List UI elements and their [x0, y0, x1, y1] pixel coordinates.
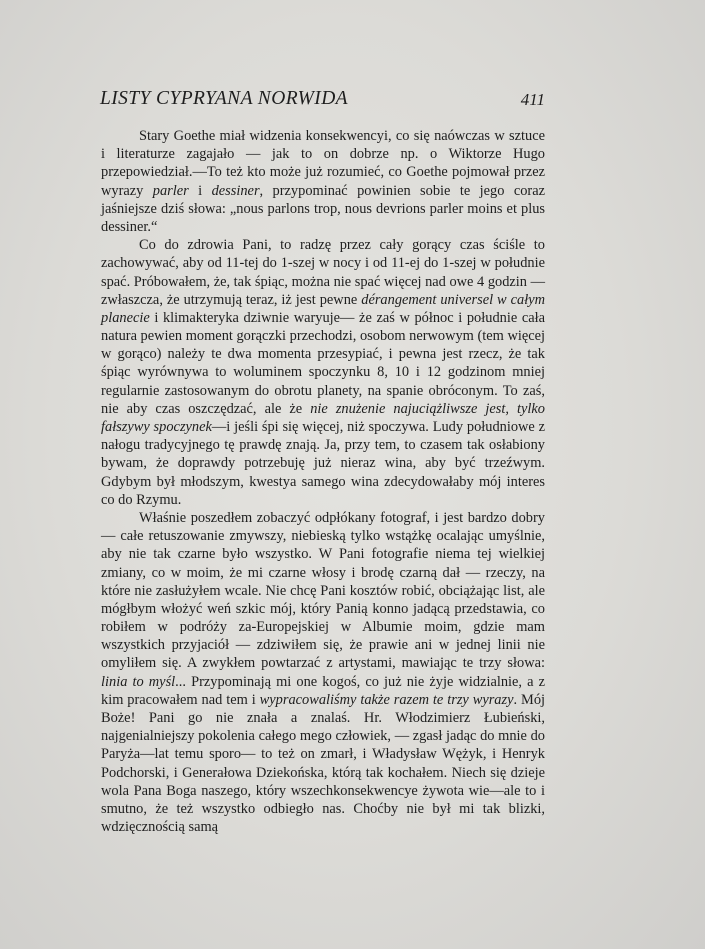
page-number: 411 — [520, 90, 545, 109]
text-segment: —i jeśli śpi się więcej, niż spoczywa. Ludy południowe z nałogu tradycyjnego tę prawdę znają. Ja, przy tem, to czasem tak osłabiony bywam, że doprawdy potrzebuję już nieraz wina, aby być trzeźwym. Gdybym był młodszym, kwestya samego wina zdecydowałaby mój interes co do Rzymu. — [101, 419, 546, 508]
italic-phrase: dérangement universel w całym planecie — [101, 291, 545, 326]
text-segment: Co do zdrowia Pani, to radzę przez cały gorący czas ściśle to zachowywać, aby od 11-tej do 1-szej w nocy i od 11-ej do 1-szej w południe spać. Próbowałem, że, tak śpiąc, można nie spać więcej nad owe 4 godzin — zwłaszcza, że utrzymują teraz, iż jest pewne — [101, 237, 545, 308]
italic-phrase: parler — [152, 182, 189, 199]
text-segment: Stary Goethe miał widzenia konsekwencyi, co się naówczas w sztuce i literaturze zagajało — jak to on dobrze np. o Wiktorze Hugo przepowiedział.—To też kto może już rozumieć, co Goethe pojmował przez wyrazy — [101, 128, 545, 199]
page-header — [100, 88, 545, 118]
italic-phrase: linia to myśl — [101, 673, 176, 690]
text-segment: Właśnie poszedłem zobaczyć odpłókany fotograf, i jest bardzo dobry — całe retuszowanie zmywszy, niebieską tylko wstążkę ocalając umyślnie, aby nie tak czarne było wszystko. W Pani fotografie niema tej wielkiej zmiany, co w moim, że mi czarne włosy i brodę czarną dał — rzeczy, na które nie zasłużyłem wcale. Nie chcę Pani kosztów robić, obciążając list, ale mógłbym włożyć weń szkic mój, który Panią konno jadącą przedstawia, co robiłem w podróży za-Europejskiej w Albumie moim, gdzie mam wszystkich przyjaciół — zdziwiłem się, że prawie ani w jednej linii nie omyliłem się. A zwykłem powtarzać z artystami, mawiając te trzy słowa: — [101, 509, 545, 672]
paragraph — [101, 236, 545, 509]
text-segment: . Mój Boże! Pani go nie znała a znalaś. Hr. Włodzimierz Łubieński, najgenialniejszy pokolenia całego mego człowiek, — zgasł jadąc do mnie do Paryża—lat temu sporo— to też on zmarł, i Władysław Wężyk, i Henryk Podchorski, i Generałowa Dziekońska, którą tak kochałem. Niech się dzieje wola Pana Boga naszego, który wszechkonsekwencye żywota wie—ale to i smutno, że też wszystko odbiegło nas. Choćby nie był mi tak blizki, wdzięcznością samą — [101, 691, 546, 836]
text-segment: i klimakteryka dziwnie waryuje— że zaś w północ i południe cała natura pewien moment gorączki przechodzi, osobom nerwowym (tem więcej w gorąco) należy te dwa momenta przesypiać, i pewna jest rzecz, że tak śpiąc wyrównywa to woluminem spoczynku 8, 10 i 12 godzinom mniej regularnie zastosowanym do obrotu planety, na spanie obróconym. To zaś, nie aby czas oszczędzać, ale że — [101, 309, 545, 417]
text-segment: ... Przypominają mi one kogoś, co już nie żyje widzialnie, a z kim pracowałem nad tem i — [101, 673, 545, 708]
body-text — [101, 127, 545, 836]
paragraph — [101, 509, 545, 836]
text-segment: , przypominać powinien sobie te jego coraz jaśniejsze dziś słowa: „nous parlons trop, nous devrions parler moins et plus dessiner.“ — [101, 182, 545, 235]
italic-phrase: dessiner — [211, 182, 260, 199]
italic-phrase: nie znużenie najuciążliwsze jest, tylko fałszywy spoczynek — [101, 400, 545, 435]
text-segment: i — [188, 182, 212, 199]
running-title: LISTY CYPRYANA NORWIDA — [100, 88, 348, 109]
italic-phrase: wypracowaliśmy także razem te trzy wyrazy — [259, 691, 514, 708]
paragraph — [101, 127, 545, 236]
